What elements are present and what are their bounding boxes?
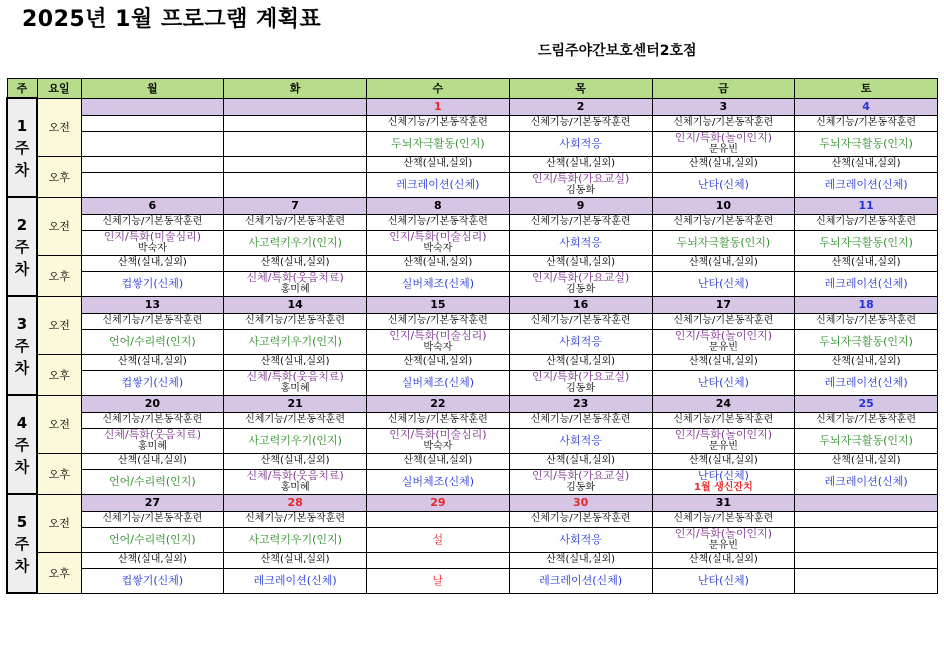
activity-cell: 산책(실내,실외) — [367, 156, 510, 172]
week-label — [7, 98, 37, 197]
page-title: 2025년 1월 프로그램 계획표 — [22, 7, 322, 32]
program-cell — [509, 230, 652, 255]
date-row — [7, 395, 938, 412]
program-name: 컵쌓기(신체) — [121, 375, 184, 389]
date-cell: 27 — [81, 494, 224, 511]
program-cell — [795, 428, 938, 453]
program-cell — [795, 329, 938, 354]
program-cell — [81, 172, 224, 197]
am-activity-row — [7, 214, 938, 230]
date-row — [7, 296, 938, 313]
activity-cell: 신체기능/기본동작훈련 — [224, 313, 367, 329]
teacher-name: 김동화 — [566, 482, 596, 493]
period-am: 오전 — [37, 98, 81, 156]
week-label-char: 주 — [14, 435, 30, 454]
activity-cell: 산책(실내,실외) — [367, 255, 510, 271]
date-cell: 11 — [795, 197, 938, 214]
activity-cell: 산책(실내,실외) — [81, 453, 224, 469]
activity-cell: 신체기능/기본동작훈련 — [795, 313, 938, 329]
activity-cell: 신체기능/기본동작훈련 — [652, 115, 795, 131]
program-name: 두뇌자극활동(인지) — [391, 136, 485, 150]
pm-program-row — [7, 568, 938, 593]
date-cell: 10 — [652, 197, 795, 214]
week-label-char: 차 — [14, 457, 30, 476]
program-name: 사회적응 — [559, 433, 602, 447]
teacher-name: 박숙자 — [137, 243, 167, 254]
activity-cell: 산책(실내,실외) — [509, 453, 652, 469]
activity-cell — [224, 156, 367, 172]
date-cell: 30 — [509, 494, 652, 511]
program-name: 난타(신체) — [697, 573, 749, 587]
teacher-name: 문유빈 — [708, 342, 738, 353]
date-cell: 4 — [795, 98, 938, 115]
program-name: 설 — [432, 532, 444, 546]
date-cell: 2 — [509, 98, 652, 115]
am-activity-row — [7, 511, 938, 527]
activity-cell — [795, 552, 938, 568]
program-cell — [224, 428, 367, 453]
week-label — [7, 197, 37, 296]
program-name: 사회적응 — [559, 136, 602, 150]
activity-cell: 신체기능/기본동작훈련 — [81, 412, 224, 428]
activity-cell: 산책(실내,실외) — [795, 453, 938, 469]
program-cell — [367, 230, 510, 255]
program-cell — [81, 568, 224, 593]
activity-cell: 신체기능/기본동작훈련 — [367, 412, 510, 428]
program-cell — [224, 230, 367, 255]
teacher-name: 김동화 — [566, 185, 596, 196]
activity-cell: 신체기능/기본동작훈련 — [509, 511, 652, 527]
date-cell: 8 — [367, 197, 510, 214]
program-cell — [509, 271, 652, 296]
activity-cell: 산책(실내,실외) — [509, 255, 652, 271]
program-cell — [367, 527, 510, 552]
program-cell — [795, 568, 938, 593]
program-name: 컵쌓기(신체) — [121, 573, 184, 587]
program-cell — [509, 329, 652, 354]
program-cell — [509, 172, 652, 197]
activity-cell: 산책(실내,실외) — [224, 255, 367, 271]
program-name: 난타(신체) — [697, 177, 749, 191]
program-cell — [509, 428, 652, 453]
date-cell: 23 — [509, 395, 652, 412]
program-cell — [652, 370, 795, 395]
pm-activity-row — [7, 156, 938, 172]
date-row — [7, 197, 938, 214]
program-name: 사회적응 — [559, 235, 602, 249]
activity-cell — [81, 156, 224, 172]
activity-cell — [81, 115, 224, 131]
activity-cell: 산책(실내,실외) — [81, 552, 224, 568]
header-period: 요일 — [37, 79, 81, 99]
program-name: 레크레이션(신체) — [396, 177, 480, 191]
teacher-name: 문유빈 — [708, 540, 738, 551]
program-cell — [81, 271, 224, 296]
date-cell: 20 — [81, 395, 224, 412]
period-am: 오전 — [37, 494, 81, 552]
center-name: 드림주야간보호센터2호점 — [538, 43, 697, 59]
activity-cell — [224, 115, 367, 131]
week-label-char: 1 — [16, 116, 28, 135]
program-cell — [795, 527, 938, 552]
program-cell — [509, 527, 652, 552]
activity-cell: 산책(실내,실외) — [81, 255, 224, 271]
program-cell — [652, 428, 795, 453]
program-cell — [795, 469, 938, 494]
program-cell — [795, 271, 938, 296]
date-cell: 13 — [81, 296, 224, 313]
activity-cell: 신체기능/기본동작훈련 — [509, 214, 652, 230]
program-cell — [367, 329, 510, 354]
week-label-char: 주 — [14, 534, 30, 553]
program-cell — [367, 428, 510, 453]
activity-cell — [367, 511, 510, 527]
program-cell — [224, 329, 367, 354]
week-label-char: 5 — [16, 512, 28, 531]
activity-cell: 신체기능/기본동작훈련 — [81, 313, 224, 329]
program-cell — [652, 568, 795, 593]
date-cell: 31 — [652, 494, 795, 511]
program-name: 인지/특화(미술심리) — [103, 230, 202, 243]
program-cell — [652, 172, 795, 197]
activity-cell: 신체기능/기본동작훈련 — [509, 313, 652, 329]
activity-cell — [367, 552, 510, 568]
activity-cell: 산책(실내,실외) — [795, 354, 938, 370]
activity-cell: 신체기능/기본동작훈련 — [652, 511, 795, 527]
pm-program-row — [7, 172, 938, 197]
program-name: 인지/특화(미술심리) — [389, 428, 487, 441]
week-label — [7, 296, 37, 395]
activity-cell: 신체기능/기본동작훈련 — [367, 115, 510, 131]
program-name: 인지/특화(가요교실) — [531, 271, 630, 284]
program-cell — [81, 428, 224, 453]
program-name: 사회적응 — [559, 334, 602, 348]
program-cell — [652, 230, 795, 255]
teacher-name: 박숙자 — [423, 243, 453, 254]
program-cell — [81, 131, 224, 156]
am-program-row — [7, 131, 938, 156]
activity-cell: 신체기능/기본동작훈련 — [652, 214, 795, 230]
activity-cell: 신체기능/기본동작훈련 — [509, 115, 652, 131]
program-cell — [81, 527, 224, 552]
activity-cell: 신체기능/기본동작훈련 — [224, 214, 367, 230]
program-cell — [652, 329, 795, 354]
teacher-name: 김동화 — [566, 284, 596, 295]
period-am: 오전 — [37, 296, 81, 354]
program-name: 실버체조(신체) — [401, 474, 475, 488]
am-program-row — [7, 230, 938, 255]
pm-activity-row — [7, 453, 938, 469]
week-label — [7, 494, 37, 593]
program-cell — [509, 469, 652, 494]
date-cell: 25 — [795, 395, 938, 412]
date-cell — [224, 98, 367, 115]
program-cell — [81, 230, 224, 255]
program-cell — [367, 131, 510, 156]
program-name: 인지/특화(놀이인지) — [674, 131, 773, 144]
program-name: 신체/특화(웃음치료) — [103, 428, 202, 441]
program-name: 언어/수리력(인지) — [109, 474, 196, 488]
program-name: 인지/특화(가요교실) — [531, 370, 630, 383]
program-cell — [367, 568, 510, 593]
program-cell — [81, 329, 224, 354]
activity-cell: 신체기능/기본동작훈련 — [652, 412, 795, 428]
program-name: 난타(신체) — [697, 469, 749, 482]
program-name: 신체/특화(웃음치료) — [246, 469, 344, 482]
program-cell — [367, 172, 510, 197]
date-cell: 29 — [367, 494, 510, 511]
program-name: 사회적응 — [559, 532, 602, 546]
date-cell: 24 — [652, 395, 795, 412]
header-day-sat: 토 — [795, 79, 938, 99]
period-pm: 오후 — [37, 552, 81, 593]
week-label-char: 차 — [14, 259, 30, 278]
date-row — [7, 494, 938, 511]
program-name: 실버체조(신체) — [401, 276, 475, 290]
program-cell — [224, 131, 367, 156]
activity-cell: 산책(실내,실외) — [652, 453, 795, 469]
teacher-name: 문유빈 — [708, 144, 738, 155]
program-name: 인지/특화(가요교실) — [531, 172, 630, 185]
date-cell: 6 — [81, 197, 224, 214]
program-cell — [509, 568, 652, 593]
program-name: 사고력키우기(인지) — [248, 532, 342, 546]
am-program-row — [7, 329, 938, 354]
header-day-thu: 목 — [509, 79, 652, 99]
program-name: 인지/특화(놀이인지) — [674, 527, 773, 540]
program-cell — [795, 370, 938, 395]
activity-cell: 신체기능/기본동작훈련 — [795, 412, 938, 428]
program-name: 인지/특화(놀이인지) — [674, 428, 773, 441]
week-label-char: 차 — [14, 358, 30, 377]
program-name: 컵쌓기(신체) — [121, 276, 184, 290]
program-name: 인지/특화(놀이인지) — [674, 329, 773, 342]
program-name: 레크레이션(신체) — [824, 474, 908, 488]
am-activity-row — [7, 313, 938, 329]
period-pm: 오후 — [37, 156, 81, 197]
program-cell — [367, 370, 510, 395]
pm-activity-row — [7, 354, 938, 370]
header-day-mon: 월 — [81, 79, 224, 99]
program-name: 두뇌자극활동(인지) — [819, 136, 913, 150]
period-pm: 오후 — [37, 255, 81, 296]
period-pm: 오후 — [37, 453, 81, 494]
program-name: 레크레이션(신체) — [824, 177, 908, 191]
pm-activity-row — [7, 552, 938, 568]
activity-cell: 산책(실내,실외) — [652, 552, 795, 568]
program-name: 언어/수리력(인지) — [109, 532, 196, 546]
program-cell — [795, 172, 938, 197]
period-pm: 오후 — [37, 354, 81, 395]
week-label-char: 차 — [14, 556, 30, 575]
week-label-char: 차 — [14, 160, 30, 179]
program-name: 실버체조(신체) — [401, 375, 475, 389]
program-name: 레크레이션(신체) — [824, 375, 908, 389]
date-cell: 7 — [224, 197, 367, 214]
date-cell: 14 — [224, 296, 367, 313]
program-name: 두뇌자극활동(인지) — [819, 433, 913, 447]
header-week: 주 — [7, 79, 37, 99]
program-name: 레크레이션(신체) — [824, 276, 908, 290]
pm-program-row — [7, 271, 938, 296]
activity-cell: 산책(실내,실외) — [509, 552, 652, 568]
program-cell — [224, 568, 367, 593]
program-cell — [224, 172, 367, 197]
date-cell: 18 — [795, 296, 938, 313]
program-cell — [652, 271, 795, 296]
week-label-char: 4 — [16, 413, 28, 432]
week-label-char: 주 — [14, 336, 30, 355]
program-cell — [224, 469, 367, 494]
date-cell: 17 — [652, 296, 795, 313]
program-cell — [81, 469, 224, 494]
date-cell: 3 — [652, 98, 795, 115]
date-cell: 22 — [367, 395, 510, 412]
program-name: 사고력키우기(인지) — [248, 433, 342, 447]
activity-cell: 산책(실내,실외) — [652, 156, 795, 172]
event-note: 1월 생신잔치 — [694, 482, 753, 493]
activity-cell: 신체기능/기본동작훈련 — [81, 214, 224, 230]
week-label-char: 주 — [14, 237, 30, 256]
week-label-char: 주 — [14, 138, 30, 157]
period-am: 오전 — [37, 395, 81, 453]
teacher-name: 박숙자 — [423, 342, 453, 353]
header-row — [7, 79, 938, 99]
header-day-wed: 수 — [367, 79, 510, 99]
activity-cell: 신체기능/기본동작훈련 — [652, 313, 795, 329]
activity-cell: 산책(실내,실외) — [652, 255, 795, 271]
program-cell — [224, 271, 367, 296]
week-label-char: 3 — [16, 314, 28, 333]
am-program-row — [7, 428, 938, 453]
program-name: 날 — [432, 573, 444, 587]
activity-cell: 산책(실내,실외) — [509, 156, 652, 172]
date-cell: 21 — [224, 395, 367, 412]
teacher-name: 홍미혜 — [137, 441, 167, 452]
period-am: 오전 — [37, 197, 81, 255]
am-activity-row — [7, 115, 938, 131]
program-name: 두뇌자극활동(인지) — [676, 235, 771, 249]
activity-cell: 신체기능/기본동작훈련 — [509, 412, 652, 428]
activity-cell: 산책(실내,실외) — [509, 354, 652, 370]
program-cell — [224, 527, 367, 552]
program-name: 사고력키우기(인지) — [248, 235, 342, 249]
program-cell — [367, 469, 510, 494]
am-program-row — [7, 527, 938, 552]
pm-program-row — [7, 370, 938, 395]
teacher-name: 홍미혜 — [280, 284, 310, 295]
header-day-fri: 금 — [652, 79, 795, 99]
activity-cell: 신체기능/기본동작훈련 — [224, 511, 367, 527]
activity-cell: 신체기능/기본동작훈련 — [81, 511, 224, 527]
program-name: 신체/특화(웃음치료) — [246, 271, 344, 284]
program-name: 인지/특화(가요교실) — [531, 469, 630, 482]
program-name: 사고력키우기(인지) — [248, 334, 342, 348]
program-name: 난타(신체) — [697, 375, 749, 389]
program-cell — [795, 230, 938, 255]
activity-cell: 신체기능/기본동작훈련 — [795, 214, 938, 230]
activity-cell: 산책(실내,실외) — [795, 255, 938, 271]
activity-cell: 신체기능/기본동작훈련 — [367, 214, 510, 230]
activity-cell: 산책(실내,실외) — [224, 552, 367, 568]
activity-cell: 산책(실내,실외) — [81, 354, 224, 370]
program-name: 난타(신체) — [697, 276, 749, 290]
week-label — [7, 395, 37, 494]
pm-activity-row — [7, 255, 938, 271]
program-cell — [509, 131, 652, 156]
program-cell — [795, 131, 938, 156]
program-cell — [367, 271, 510, 296]
date-cell: 16 — [509, 296, 652, 313]
program-cell — [652, 469, 795, 494]
program-cell — [224, 370, 367, 395]
program-name: 두뇌자극활동(인지) — [819, 334, 913, 348]
activity-cell: 산책(실내,실외) — [224, 453, 367, 469]
program-cell — [81, 370, 224, 395]
activity-cell: 산책(실내,실외) — [224, 354, 367, 370]
program-name: 두뇌자극활동(인지) — [819, 235, 913, 249]
date-cell: 28 — [224, 494, 367, 511]
program-name: 레크레이션(신체) — [539, 573, 623, 587]
teacher-name: 문유빈 — [708, 441, 738, 452]
am-activity-row — [7, 412, 938, 428]
date-cell: 9 — [509, 197, 652, 214]
activity-cell: 신체기능/기본동작훈련 — [795, 115, 938, 131]
teacher-name: 김동화 — [566, 383, 596, 394]
schedule-body — [7, 98, 938, 593]
date-cell: 15 — [367, 296, 510, 313]
program-name: 신체/특화(웃음치료) — [246, 370, 344, 383]
date-cell: 1 — [367, 98, 510, 115]
teacher-name: 홍미혜 — [280, 482, 310, 493]
program-name: 레크레이션(신체) — [253, 573, 337, 587]
program-name: 인지/특화(미술심리) — [389, 230, 487, 243]
header-day-tue: 화 — [224, 79, 367, 99]
pm-program-row — [7, 469, 938, 494]
program-name: 인지/특화(미술심리) — [389, 329, 487, 342]
activity-cell: 신체기능/기본동작훈련 — [224, 412, 367, 428]
schedule-table — [6, 78, 938, 594]
week-label-char: 2 — [16, 215, 28, 234]
program-name: 언어/수리력(인지) — [109, 334, 196, 348]
teacher-name: 홍미혜 — [280, 383, 310, 394]
activity-cell: 산책(실내,실외) — [367, 453, 510, 469]
activity-cell: 산책(실내,실외) — [795, 156, 938, 172]
program-cell — [509, 370, 652, 395]
activity-cell: 산책(실내,실외) — [652, 354, 795, 370]
activity-cell — [795, 511, 938, 527]
activity-cell: 산책(실내,실외) — [367, 354, 510, 370]
teacher-name: 박숙자 — [423, 441, 453, 452]
date-row — [7, 98, 938, 115]
date-cell — [795, 494, 938, 511]
program-cell — [652, 527, 795, 552]
program-cell — [652, 131, 795, 156]
activity-cell: 신체기능/기본동작훈련 — [367, 313, 510, 329]
date-cell — [81, 98, 224, 115]
